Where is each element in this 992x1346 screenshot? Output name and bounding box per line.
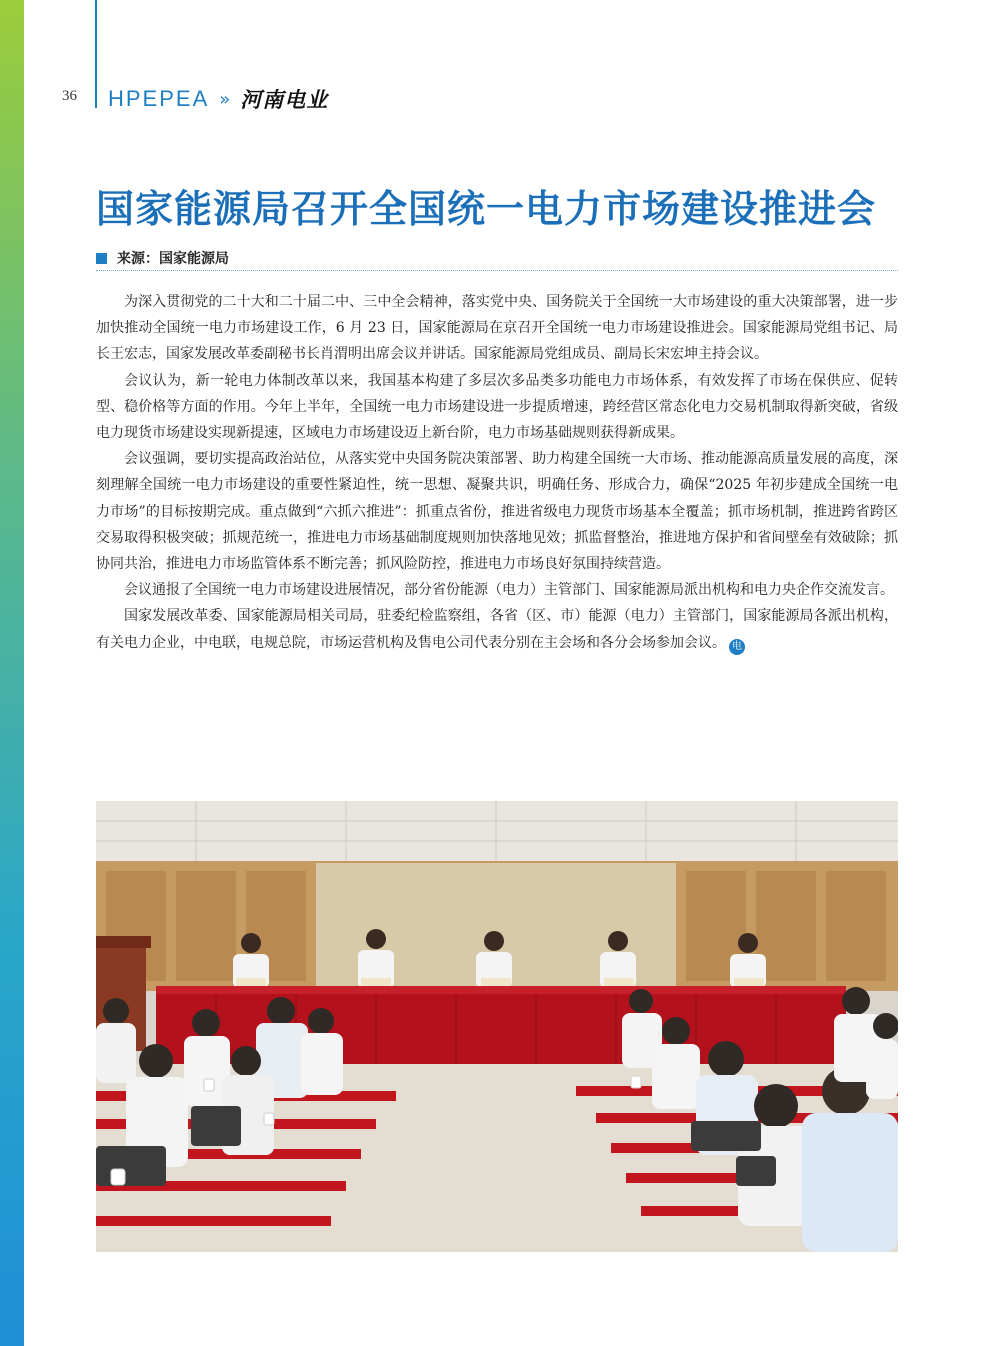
paragraph-last: [96, 603, 898, 655]
meeting-photo-illustration: [96, 801, 898, 1252]
article-body: [96, 289, 898, 656]
paragraph: 为深入贯彻党的二十大和二十届二中、三中全会精神，落实党中央、国务院关于全国统一大市场建设的重大决策部署，进一步加快推动全国统一电力市场建设工作，6 月 23 日，国家能源局在京召开全国统一电力市场建设推进会。国家能源局党组书记、局长王宏志，国家发展改革委副秘书长肖渭明出席会议并讲话。国家能源局党组成员、副局长宋宏坤主持会议。: [96, 294, 898, 363]
paragraph: 会议认为，新一轮电力体制改革以来，我国基本构建了多层次多品类多功能电力市场体系，有效发挥了市场在保供应、促转型、稳价格等方面的作用。今年上半年，全国统一电力市场建设进一步提质增速，跨经营区常态化电力交易机制取得新突破，省级电力现货市场建设实现新提速，区域电力市场建设迈上新台阶，电力市场基础规则获得新成果。: [96, 372, 898, 442]
article-title: 国家能源局召开全国统一电力市场建设推进会: [96, 187, 877, 231]
dotted-divider: [96, 270, 898, 271]
end-mark-icon: 电: [729, 639, 745, 655]
magazine-brand: [108, 84, 328, 114]
square-bullet-icon: [96, 253, 107, 264]
paragraph: 会议强调，要切实提高政治站位，从落实党中央国务院决策部署、助力构建全国统一大市场、推动能源高质量发展的高度，深刻理解全国统一电力市场建设的重要性紧迫性，统一思想、凝聚共识，明确任务、形成合力，确保“2025 年初步建成全国统一电力市场”的目标按期完成。重点做到“六抓六推进”：抓重点省份，推进省级电力现货市场基本全覆盖；抓市场机制，推进跨省跨区交易取得积极突破；抓规范统一，推进电力市场基础制度规则加快落地见效；抓监督整治，推进地方保护和省间壁垒有效破除；抓协同共治，推进电力市场监管体系不断完善；抓风险防控，推进电力市场良好氛围持续营造。: [96, 451, 898, 573]
brand-separator: »: [219, 88, 231, 110]
paragraph: 会议通报了全国统一电力市场建设进展情况，部分省份能源（电力）主管部门、国家能源局派出机构和电力央企作交流发言。: [124, 582, 894, 599]
paragraph-text: 国家发展改革委、国家能源局相关司局，驻委纪检监察组，各省（区、市）能源（电力）主管部门，国家能源局各派出机构，有关电力企业，中电联，电规总院，市场运营机构及售电公司代表分别在主会场和各分会场参加会议。: [96, 608, 898, 651]
brand-chinese: 河南电业: [240, 87, 329, 112]
article-source: [96, 248, 229, 268]
meeting-photo: [96, 801, 898, 1252]
source-label: 来源：国家能源局: [117, 251, 229, 267]
side-color-strip: [0, 0, 24, 1346]
brand-english: HPEPEA: [108, 86, 210, 111]
header-divider-line: [95, 0, 97, 108]
page-number: 36: [62, 88, 77, 104]
